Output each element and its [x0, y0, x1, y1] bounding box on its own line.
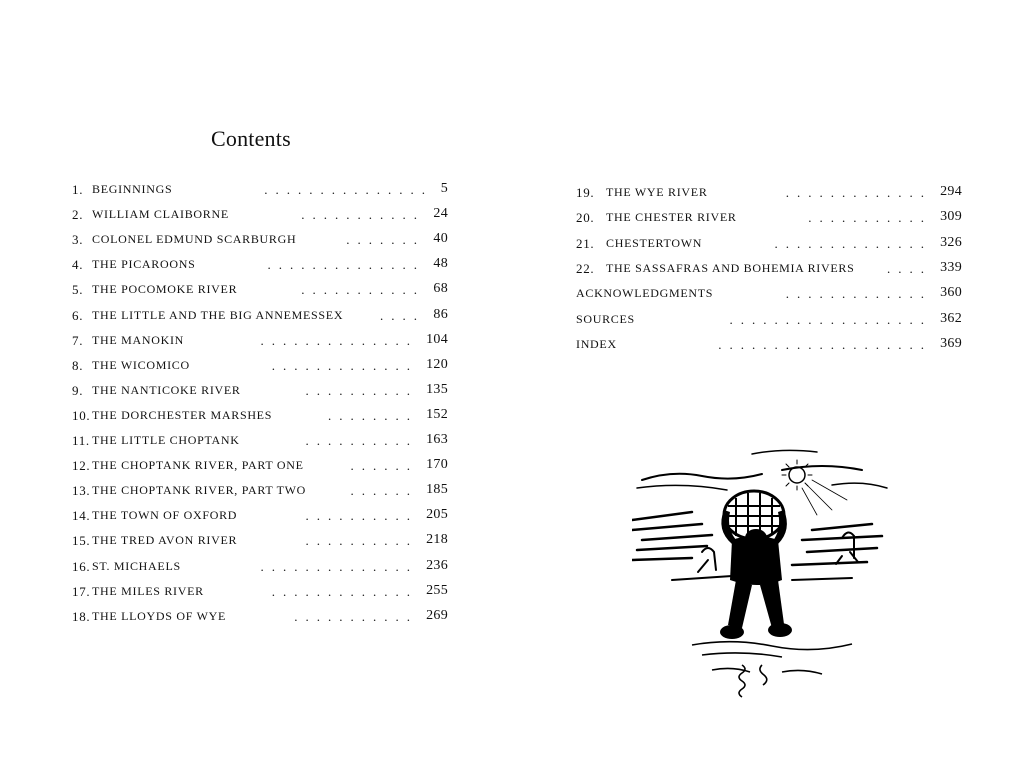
toc-entry-title: THE DORCHESTER MARSHES — [92, 407, 273, 422]
toc-leader-dots: ............. — [785, 185, 932, 200]
toc-entry-title: THE NANTICOKE RIVER — [92, 382, 241, 397]
toc-leader-dots: .............. — [774, 235, 932, 251]
toc-entry — [72, 609, 448, 629]
toc-entry — [72, 333, 448, 353]
toc-entry-page: 255 — [426, 582, 448, 598]
toc-leader-dots: .............. — [260, 332, 418, 348]
toc-leader-dots: ................... — [718, 336, 932, 352]
toc-entry-page: 362 — [940, 310, 962, 326]
toc-leader-dots: .... — [380, 307, 425, 323]
toc-entry-number: 22. — [576, 260, 595, 276]
toc-leader-dots: ........ — [328, 407, 418, 423]
toc-entry-title: THE PICAROONS — [92, 257, 196, 272]
toc-entry — [576, 337, 962, 357]
toc-entry-number: 8. — [72, 357, 84, 373]
toc-entry — [576, 312, 962, 332]
toc-leader-dots: .......... — [305, 508, 418, 524]
toc-entry-page: 40 — [433, 231, 448, 247]
toc-entry — [72, 408, 448, 428]
toc-leader-dots: .... — [887, 260, 932, 276]
toc-entry — [72, 257, 448, 277]
toc-leader-dots: .............. — [267, 257, 425, 273]
toc-entry-title: THE SASSAFRAS AND BOHEMIA RIVERS — [606, 260, 855, 275]
toc-entry-number: 13. — [72, 483, 91, 499]
toc-entry-page: 5 — [440, 181, 448, 196]
toc-entry-page: 369 — [940, 335, 962, 351]
toc-entry-number: 9. — [72, 382, 84, 398]
toc-entry — [72, 483, 448, 503]
toc-entry-number: 6. — [72, 307, 84, 323]
toc-entry — [72, 433, 448, 453]
toc-leader-dots: ....... — [346, 232, 425, 248]
toc-entry-page: 269 — [426, 607, 448, 623]
toc-entry-page: 326 — [940, 234, 962, 250]
toc-entry-title: INDEX — [576, 336, 617, 351]
toc-leader-dots: ............. — [271, 357, 418, 373]
toc-entry-title: THE LLOYDS OF WYE — [92, 608, 227, 623]
toc-entry — [576, 185, 962, 205]
toc-entry-title: THE CHESTER RIVER — [606, 210, 737, 225]
toc-leader-dots: .......... — [305, 382, 418, 398]
toc-entry-number: 1. — [72, 182, 84, 197]
toc-entry-page: 294 — [940, 184, 962, 199]
toc-entry-number: 4. — [72, 257, 84, 273]
toc-entry-page: 170 — [426, 457, 448, 473]
toc-entry — [72, 584, 448, 604]
toc-entry-page: 48 — [433, 256, 448, 272]
toc-entry — [72, 232, 448, 252]
toc-entry-number: 12. — [72, 458, 91, 474]
toc-entry — [576, 210, 962, 230]
toc-entry — [72, 458, 448, 478]
toc-entry-title: CHESTERTOWN — [606, 235, 703, 250]
toc-entry-number: 17. — [72, 583, 91, 599]
toc-entry-number: 19. — [576, 185, 595, 200]
toc-entry — [72, 383, 448, 403]
toc-leader-dots: ........... — [808, 210, 932, 226]
toc-entry-number: 15. — [72, 533, 91, 549]
toc-entry — [72, 207, 448, 227]
page-title: Contents — [211, 126, 291, 151]
toc-entry-title: SOURCES — [576, 311, 635, 326]
toc-entry-title: WILLIAM CLAIBORNE — [92, 207, 229, 222]
toc-entry — [72, 559, 448, 579]
toc-entry-title: THE MILES RIVER — [92, 583, 204, 598]
toc-entry-page: 68 — [433, 281, 448, 297]
toc-entry-title: COLONEL EDMUND SCARBURGH — [92, 232, 297, 247]
toc-entry-title: THE MANOKIN — [92, 332, 185, 347]
toc-entry-title: BEGINNINGS — [92, 182, 173, 196]
toc-entry-page: 86 — [433, 306, 448, 322]
toc-entry — [72, 282, 448, 302]
toc-entry-number: 10. — [72, 407, 91, 423]
toc-leader-dots: .................. — [729, 311, 932, 327]
toc-entry-page: 135 — [426, 381, 448, 397]
toc-entry-number: 2. — [72, 207, 84, 223]
toc-entry — [72, 182, 448, 202]
toc-entry — [72, 533, 448, 553]
toc-leader-dots: ............. — [785, 286, 932, 302]
toc-entry-title: THE WYE RIVER — [606, 185, 708, 199]
toc-leader-dots: ............... — [264, 182, 433, 197]
waterman-illustration-icon — [632, 440, 892, 705]
toc-entry-title: THE POCOMOKE RIVER — [92, 282, 238, 297]
toc-entry-number: 7. — [72, 332, 84, 348]
toc-entry — [576, 236, 962, 256]
toc-entry — [72, 358, 448, 378]
toc-entry-title: ACKNOWLEDGMENTS — [576, 286, 714, 301]
toc-leader-dots: .............. — [260, 558, 418, 574]
toc-entry-title: THE TOWN OF OXFORD — [92, 508, 238, 523]
toc-entry-page: 104 — [426, 331, 448, 347]
toc-entry-page: 24 — [433, 206, 448, 222]
toc-entry-title: ST. MICHAELS — [92, 558, 181, 573]
toc-entry-title: THE WICOMICO — [92, 357, 190, 372]
toc-entry-number: 14. — [72, 508, 91, 524]
toc-entry-title: THE LITTLE CHOPTANK — [92, 433, 240, 447]
toc-leader-dots: ...... — [350, 458, 418, 474]
toc-entry — [72, 308, 448, 328]
toc-entry-page: 152 — [426, 406, 448, 422]
toc-entry-number: 20. — [576, 210, 595, 226]
toc-entry-number: 18. — [72, 608, 91, 624]
toc-leader-dots: .......... — [305, 533, 418, 549]
toc-entry-title: THE LITTLE AND THE BIG ANNEMESSEX — [92, 307, 344, 322]
toc-entry-number: 11. — [72, 433, 90, 448]
toc-entry — [72, 508, 448, 528]
toc-entry-number: 5. — [72, 282, 84, 298]
toc-entry-page: 163 — [426, 432, 448, 447]
toc-entry-title: THE TRED AVON RIVER — [92, 533, 238, 548]
toc-entry-page: 185 — [426, 482, 448, 498]
toc-entry-page: 309 — [940, 209, 962, 225]
toc-entry-number: 16. — [72, 558, 91, 574]
toc-entry-title: THE CHOPTANK RIVER, PART ONE — [92, 458, 304, 473]
toc-entry-page: 360 — [940, 285, 962, 301]
toc-entry-page: 218 — [426, 532, 448, 548]
toc-entry-title: THE CHOPTANK RIVER, PART TWO — [92, 483, 307, 498]
toc-leader-dots: ........... — [301, 207, 425, 223]
toc-leader-dots: ........... — [301, 282, 425, 298]
toc-leader-dots: ........... — [294, 608, 418, 624]
toc-leader-dots: ...... — [350, 483, 418, 499]
toc-entry — [576, 261, 962, 281]
toc-entry-number: 21. — [576, 235, 595, 251]
toc-entry-page: 339 — [940, 259, 962, 275]
toc-entry — [576, 286, 962, 306]
toc-entry-page: 236 — [426, 557, 448, 573]
toc-entry-page: 205 — [426, 507, 448, 523]
toc-entry-number: 3. — [72, 232, 84, 248]
toc-leader-dots: ............. — [271, 583, 418, 599]
toc-entry-page: 120 — [426, 356, 448, 372]
toc-leader-dots: .......... — [305, 433, 418, 448]
